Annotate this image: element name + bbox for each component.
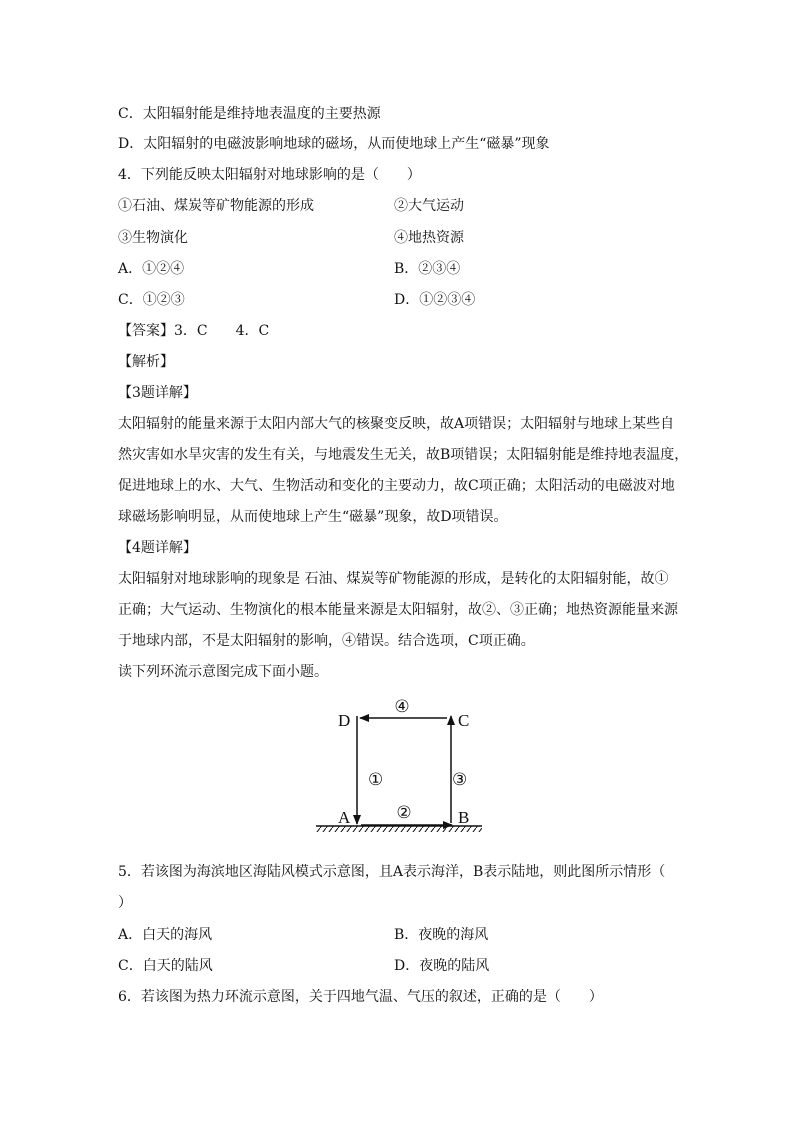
diagram-intro: 读下列环流示意图完成下面小题。	[118, 664, 328, 680]
answer-line: 【答案】3．C 4．C	[118, 323, 270, 339]
q4-item-4: ④地热资源	[394, 230, 464, 246]
q4-option-d: D．①②③④	[394, 292, 476, 308]
q4-item-3: ③生物演化	[118, 230, 188, 246]
detail3-line: 球磁场影响明显，从而使地球上产生“磁暴”现象，故D项错误。	[118, 509, 508, 525]
corner-label-a: A	[338, 808, 351, 827]
detail3-line: 太阳辐射的能量来源于太阳内部大气的核聚变反映，故A项错误；太阳辐射与地球上某些自	[118, 416, 675, 432]
arrow-label-2: ②	[396, 803, 412, 822]
detail3-line: 然灾害如水旱灾害的发生有关，与地震发生无关，故B项错误；太阳辐射能是维持地表温度，	[118, 447, 689, 463]
q5-option-b: B．夜晚的海风	[394, 927, 489, 943]
corner-label-d: D	[338, 711, 351, 730]
circulation-diagram	[314, 692, 486, 832]
q4-option-a: A．①②④	[118, 261, 185, 277]
q6-stem: 6．若该图为热力环流示意图，关于四地气温、气压的叙述，正确的是（ ）	[118, 989, 603, 1005]
detail4-line: 正确；大气运动、生物演化的根本能量来源是太阳辐射，故②、③正确；地热资源能量来源	[118, 602, 678, 618]
q4-option-b: B．②③④	[394, 261, 461, 277]
analysis-heading: 【解析】	[118, 354, 174, 370]
q4-item-1: ①石油、煤炭等矿物能源的形成	[118, 198, 314, 214]
q5-option-c: C．白天的陆风	[118, 958, 213, 974]
arrow-label-3: ③	[452, 770, 468, 789]
q5-stem: 5．若该图为海滨地区海陆风模式示意图，且A表示海洋，B表示陆地，则此图所示情形（	[118, 864, 666, 880]
q4-option-c: C．①②③	[118, 292, 185, 308]
arrow-label-1: ①	[368, 770, 384, 789]
q5-option-d: D．夜晚的陆风	[394, 958, 490, 974]
detail4-line: 太阳辐射对地球影响的现象是 石油、煤炭等矿物能源的形成，是转化的太阳辐射能，故①	[118, 571, 669, 587]
q4-item-2: ②大气运动	[394, 198, 464, 214]
q3-option-c: C．太阳辐射能是维持地表温度的主要热源	[118, 106, 381, 122]
arrow-label-4: ④	[394, 697, 410, 716]
q3-option-d: D．太阳辐射的电磁波影响地球的磁场，从而使地球上产生“磁暴”现象	[118, 136, 550, 152]
q5-option-a: A．白天的海风	[118, 927, 213, 943]
q5-stem-cont: ）	[118, 895, 132, 911]
detail4-heading: 【4题详解】	[118, 540, 197, 556]
corner-label-c: C	[458, 711, 470, 730]
detail4-line: 于地球内部，不是太阳辐射的影响，④错误。结合选项，C项正确。	[118, 633, 535, 649]
detail3-heading: 【3题详解】	[118, 385, 197, 401]
corner-label-b: B	[458, 808, 470, 827]
q4-stem: 4．下列能反映太阳辐射对地球影响的是（ ）	[118, 167, 421, 183]
detail3-line: 促进地球上的水、大气、生物活动和变化的主要动力，故C项正确；太阳活动的电磁波对地	[118, 478, 675, 494]
